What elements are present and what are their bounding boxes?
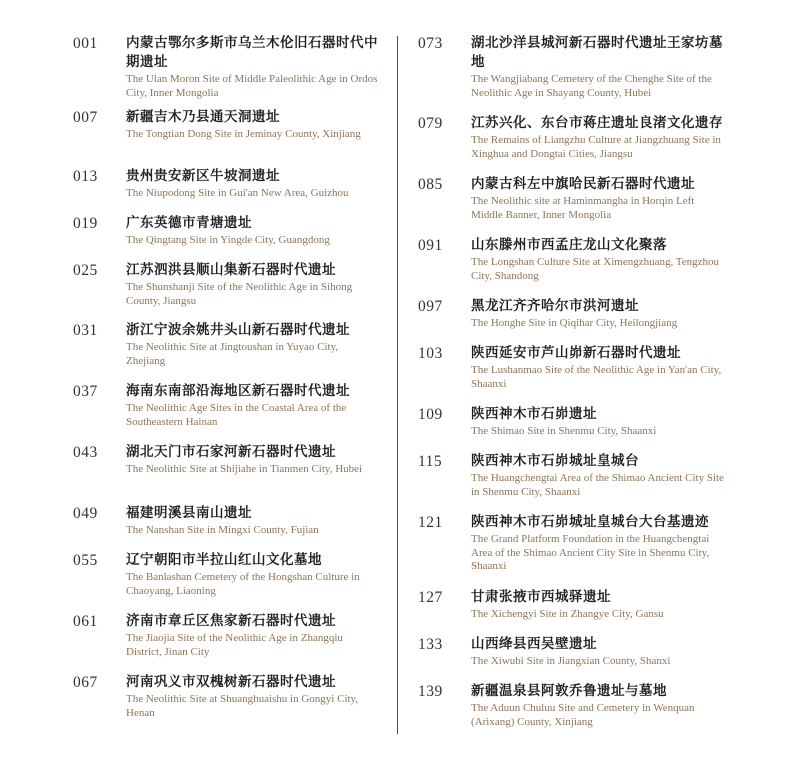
entry-title-en: The Jiaojia Site of the Neolithic Age in Zhangqiu District, Jinan City bbox=[126, 632, 343, 658]
entry-title-zh: 湖北天门市石家河新石器时代遗址 bbox=[126, 444, 336, 460]
page-number: 013 bbox=[73, 168, 98, 185]
toc-entry[interactable] bbox=[418, 114, 728, 175]
page-number: 091 bbox=[418, 237, 443, 254]
toc-entry[interactable] bbox=[418, 344, 728, 405]
entry-title-en: The Tongtian Dong Site in Jeminay County, Xinjiang bbox=[126, 128, 361, 140]
page-number: 019 bbox=[73, 215, 98, 232]
entry-title-zh: 黑龙江齐齐哈尔市洪河遗址 bbox=[471, 298, 639, 314]
entry-title-zh: 贵州贵安新区牛坡洞遗址 bbox=[126, 168, 280, 184]
entry-title-zh: 陕西神木市石峁城址皇城台 bbox=[471, 453, 639, 469]
entry-title-en: The Shimao Site in Shenmu City, Shaanxi bbox=[471, 425, 657, 437]
entry-title-zh: 陕西延安市芦山峁新石器时代遗址 bbox=[471, 345, 681, 361]
page-number: 055 bbox=[73, 552, 98, 569]
entry-title-zh: 广东英德市青塘遗址 bbox=[126, 215, 252, 231]
page-number: 001 bbox=[73, 35, 98, 52]
toc-entry[interactable] bbox=[418, 588, 728, 635]
entry-title-en: The Aduun Chuluu Site and Cemetery in Wenquan (Arixang) County, Xinjiang bbox=[471, 702, 695, 728]
page-number: 007 bbox=[73, 109, 98, 126]
toc-right-column bbox=[418, 34, 728, 732]
entry-title-en: The Xichengyi Site in Zhangye City, Gansu bbox=[471, 608, 664, 620]
entry-title-zh: 海南东南部沿海地区新石器时代遗址 bbox=[126, 383, 350, 399]
toc-entry[interactable] bbox=[418, 405, 728, 452]
toc-entry[interactable] bbox=[418, 452, 728, 513]
entry-title-zh: 江苏泗洪县顺山集新石器时代遗址 bbox=[126, 262, 336, 278]
page-number: 139 bbox=[418, 683, 443, 700]
toc-entry[interactable] bbox=[418, 236, 728, 297]
page-number: 085 bbox=[418, 176, 443, 193]
entry-title-zh: 山东滕州市西孟庄龙山文化聚落 bbox=[471, 237, 667, 253]
column-divider bbox=[397, 36, 398, 734]
page-number: 121 bbox=[418, 514, 443, 531]
entry-title-en: The Wangjiabang Cemetery of the Chenghe Site of the Neolithic Age in Shayang County, Hubei bbox=[471, 73, 712, 99]
page-number: 115 bbox=[418, 453, 443, 470]
entry-title-en: The Niupodong Site in Gui'an New Area, Guizhou bbox=[126, 187, 349, 199]
entry-title-en: The Neolithic site at Haminmangha in Horqin Left Middle Banner, Inner Mongolia bbox=[471, 195, 695, 221]
entry-title-zh: 陕西神木市石峁城址皇城台大台基遗迹 bbox=[471, 514, 709, 530]
entry-title-en: The Shunshanji Site of the Neolithic Age in Sihong County, Jiangsu bbox=[126, 281, 353, 307]
entry-title-zh: 浙江宁波余姚井头山新石器时代遗址 bbox=[126, 322, 350, 338]
page-number: 133 bbox=[418, 636, 443, 653]
toc-entry[interactable] bbox=[418, 34, 728, 114]
page-number: 031 bbox=[73, 322, 98, 339]
entry-title-en: The Neolithic Site at Jingtoushan in Yuyao City, Zhejiang bbox=[126, 341, 339, 367]
entry-title-zh: 内蒙古科左中旗哈民新石器时代遗址 bbox=[471, 176, 695, 192]
page-number: 025 bbox=[73, 262, 98, 279]
toc-entry[interactable] bbox=[73, 214, 378, 261]
entry-title-zh: 山西绛县西吴壁遗址 bbox=[471, 636, 597, 652]
toc-entry[interactable] bbox=[73, 443, 378, 504]
toc-entry[interactable] bbox=[418, 513, 728, 588]
entry-title-zh: 甘肃张掖市西城驿遗址 bbox=[471, 589, 611, 605]
entry-title-en: The Neolithic Site at Shijiahe in Tianmen City, Hubei bbox=[126, 463, 363, 475]
toc-entry[interactable] bbox=[418, 682, 728, 732]
page-number: 079 bbox=[418, 115, 443, 132]
entry-title-en: The Grand Platform Foundation in the Huangchengtai Area of the Shimao Ancient City Site in Shenmu City, Shaanxi bbox=[471, 533, 710, 573]
page-number: 073 bbox=[418, 35, 443, 52]
entry-title-zh: 济南市章丘区焦家新石器时代遗址 bbox=[126, 613, 336, 629]
toc-entry[interactable] bbox=[73, 167, 378, 214]
toc-entry[interactable] bbox=[73, 612, 378, 673]
entry-title-en: The Huangchengtai Area of the Shimao Ancient City Site in Shenmu City, Shaanxi bbox=[471, 472, 724, 498]
entry-title-en: The Ulan Moron Site of Middle Paleolithic Age in Ordos City, Inner Mongolia bbox=[126, 73, 378, 99]
entry-title-zh: 新疆温泉县阿敦乔鲁遗址与墓地 bbox=[471, 683, 667, 699]
entry-title-en: The Neolithic Age Sites in the Coastal Area of the Southeastern Hainan bbox=[126, 402, 347, 428]
page-number: 109 bbox=[418, 406, 443, 423]
toc-entry[interactable] bbox=[73, 673, 378, 723]
entry-title-zh: 新疆吉木乃县通天洞遗址 bbox=[126, 109, 280, 125]
entry-title-en: The Nanshan Site in Mingxi County, Fujian bbox=[126, 524, 319, 536]
toc-entry[interactable] bbox=[418, 175, 728, 236]
toc-entry[interactable] bbox=[418, 635, 728, 682]
page-number: 067 bbox=[73, 674, 98, 691]
entry-title-zh: 陕西神木市石峁遗址 bbox=[471, 406, 597, 422]
toc-entry[interactable] bbox=[73, 34, 378, 108]
page-number: 127 bbox=[418, 589, 443, 606]
entry-title-en: The Lushanmao Site of the Neolithic Age in Yan'an City, Shaanxi bbox=[471, 364, 722, 390]
entry-title-en: The Neolithic Site at Shuanghuaishu in Gongyi City, Henan bbox=[126, 693, 359, 719]
toc-entry[interactable] bbox=[73, 504, 378, 551]
toc-entry[interactable] bbox=[418, 297, 728, 344]
entry-title-en: The Honghe Site in Qiqihar City, Heilongjiang bbox=[471, 317, 678, 329]
entry-title-zh: 福建明溪县南山遗址 bbox=[126, 505, 252, 521]
page-number: 043 bbox=[73, 444, 98, 461]
toc-entry[interactable] bbox=[73, 382, 378, 443]
entry-title-zh: 湖北沙洋县城河新石器时代遗址王家坊墓地 bbox=[471, 35, 723, 70]
entry-title-en: The Banlashan Cemetery of the Hongshan Culture in Chaoyang, Liaoning bbox=[126, 571, 360, 597]
page-number: 097 bbox=[418, 298, 443, 315]
entry-title-zh: 河南巩义市双槐树新石器时代遗址 bbox=[126, 674, 336, 690]
entry-title-zh: 江苏兴化、东台市蒋庄遗址良渚文化遗存 bbox=[471, 115, 723, 131]
entry-title-en: The Qingtang Site in Yingde City, Guangdong bbox=[126, 234, 330, 246]
entry-title-en: The Xiwubi Site in Jiangxian County, Shanxi bbox=[471, 655, 671, 667]
entry-title-en: The Remains of Liangzhu Culture at Jiangzhuang Site in Xinghua and Dongtai Cities, Jiangsu bbox=[471, 134, 721, 160]
toc-entry[interactable] bbox=[73, 108, 378, 167]
toc-entry[interactable] bbox=[73, 261, 378, 321]
entry-title-en: The Longshan Culture Site at Ximengzhuang, Tengzhou City, Shandong bbox=[471, 256, 719, 282]
page-number: 049 bbox=[73, 505, 98, 522]
page-number: 103 bbox=[418, 345, 443, 362]
entry-title-zh: 内蒙古鄂尔多斯市乌兰木伦旧石器时代中期遗址 bbox=[126, 35, 378, 70]
toc-left-column bbox=[73, 34, 378, 723]
toc-entry[interactable] bbox=[73, 321, 378, 382]
page-number: 061 bbox=[73, 613, 98, 630]
page-number: 037 bbox=[73, 383, 98, 400]
toc-entry[interactable] bbox=[73, 551, 378, 612]
entry-title-zh: 辽宁朝阳市半拉山红山文化墓地 bbox=[126, 552, 322, 568]
